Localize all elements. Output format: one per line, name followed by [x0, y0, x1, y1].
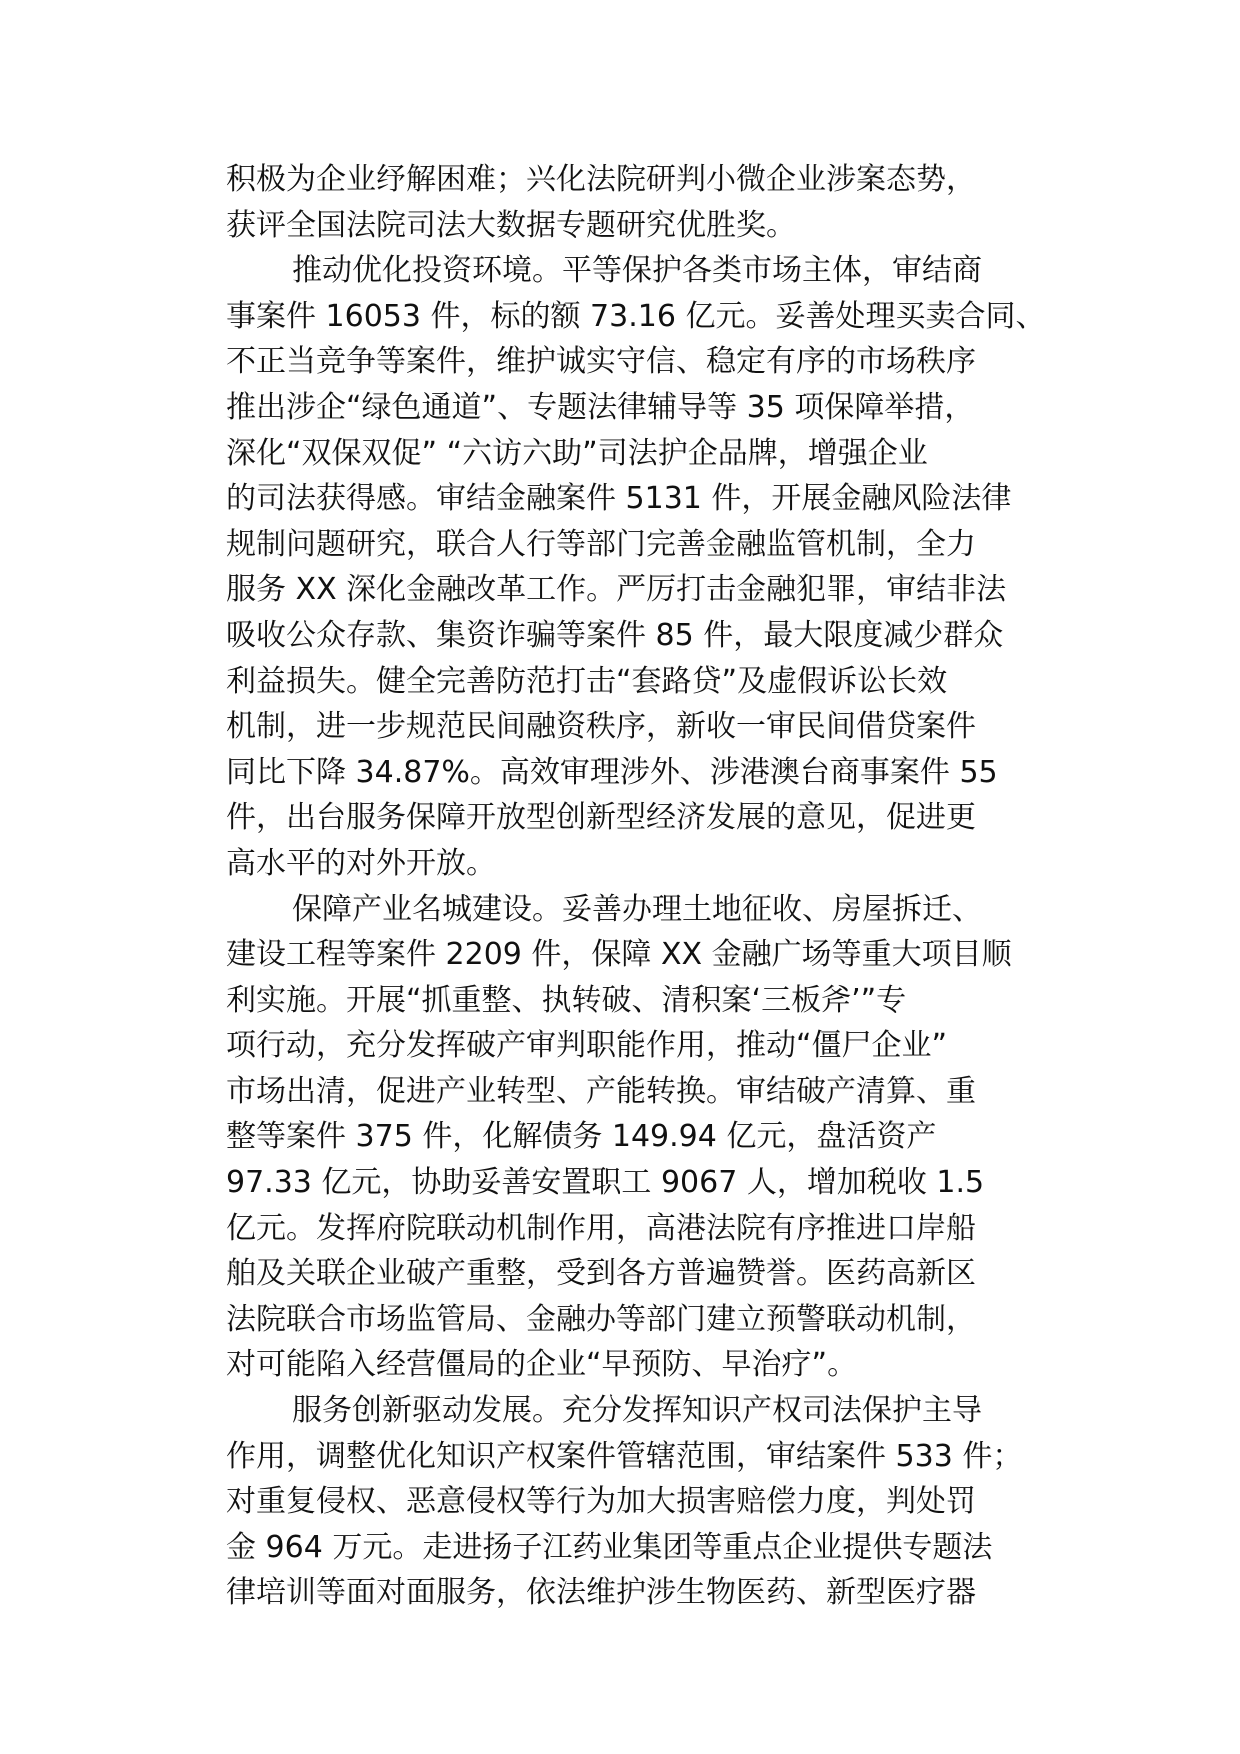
text-line: 深化“双保双促” “六访六助”司法护企品牌，增强企业	[226, 435, 928, 471]
text-line: 事案件 16053 件，标的额 73.16 亿元。妥善处理买卖合同、	[226, 298, 1046, 334]
text-line: 作用，调整优化知识产权案件管辖范围，审结案件 533 件；	[226, 1438, 1023, 1474]
text-line: 机制，进一步规范民间融资秩序，新收一审民间借贷案件	[226, 709, 976, 745]
paragraph-start-line: 保障产业名城建设。妥善办理土地征收、房屋拆迁、	[292, 891, 982, 927]
text-line: 积极为企业纾解困难；兴化法院研判小微企业涉案态势，	[226, 162, 976, 197]
text-line: 吸收公众存款、集资诈骗等案件 85 件，最大限度减少群众	[226, 617, 1004, 653]
text-line: 推出涉企“绿色通道”、专题法律辅导等 35 项保障举措，	[226, 389, 975, 425]
text-line: 高水平的对外开放。	[226, 845, 496, 881]
text-line: 对重复侵权、恶意侵权等行为加大损害赔偿力度，判处罚	[226, 1484, 976, 1520]
text-line: 项行动，充分发挥破产审判职能作用，推动“僵尸企业”	[226, 1028, 948, 1064]
text-line: 舶及关联企业破产重整，受到各方普遍赞誉。医药高新区	[226, 1256, 976, 1292]
text-line: 利实施。开展“抓重整、执转破、清积案‘三板斧’”专	[226, 982, 907, 1018]
paragraph-start-line: 服务创新驱动发展。充分发挥知识产权司法保护主导	[292, 1393, 982, 1429]
text-line: 金 964 万元。走进扬子江药业集团等重点企业提供专题法	[226, 1529, 993, 1565]
text-line: 件，出台服务保障开放型创新型经济发展的意见，促进更	[226, 800, 976, 836]
text-line: 规制问题研究，联合人行等部门完善金融监管机制，全力	[226, 526, 976, 562]
text-line: 对可能陷入经营僵局的企业“早预防、早治疗”。	[226, 1347, 858, 1383]
text-line: 获评全国法院司法大数据专题研究优胜奖。	[226, 207, 796, 243]
text-line: 亿元。发挥府院联动机制作用，高港法院有序推进口岸船	[226, 1210, 976, 1246]
document-body	[226, 157, 1106, 1616]
text-line: 97.33 亿元，协助妥善安置职工 9067 人，增加税收 1.5	[226, 1165, 985, 1201]
text-line: 利益损失。健全完善防范打击“套路贷”及虚假诉讼长效	[226, 663, 948, 699]
text-line: 服务 XX 深化金融改革工作。严厉打击金融犯罪，审结非法	[226, 572, 1007, 608]
text-line: 建设工程等案件 2209 件，保障 XX 金融广场等重大项目顺	[226, 937, 1012, 973]
text-line: 的司法获得感。审结金融案件 5131 件，开展金融风险法律	[226, 481, 1012, 517]
text-line: 同比下降 34.87%。高效审理涉外、涉港澳台商事案件 55	[226, 754, 998, 790]
text-line: 不正当竞争等案件，维护诚实守信、稳定有序的市场秩序	[226, 344, 976, 380]
text-line: 法院联合市场监管局、金融办等部门建立预警联动机制，	[226, 1301, 976, 1337]
paragraph-start-line: 推动优化投资环境。平等保护各类市场主体，审结商	[292, 253, 982, 289]
text-line: 市场出清，促进产业转型、产能转换。审结破产清算、重	[226, 1073, 976, 1109]
text-line: 整等案件 375 件，化解债务 149.94 亿元，盘活资产	[226, 1119, 937, 1155]
text-line: 律培训等面对面服务，依法维护涉生物医药、新型医疗器	[226, 1575, 976, 1611]
